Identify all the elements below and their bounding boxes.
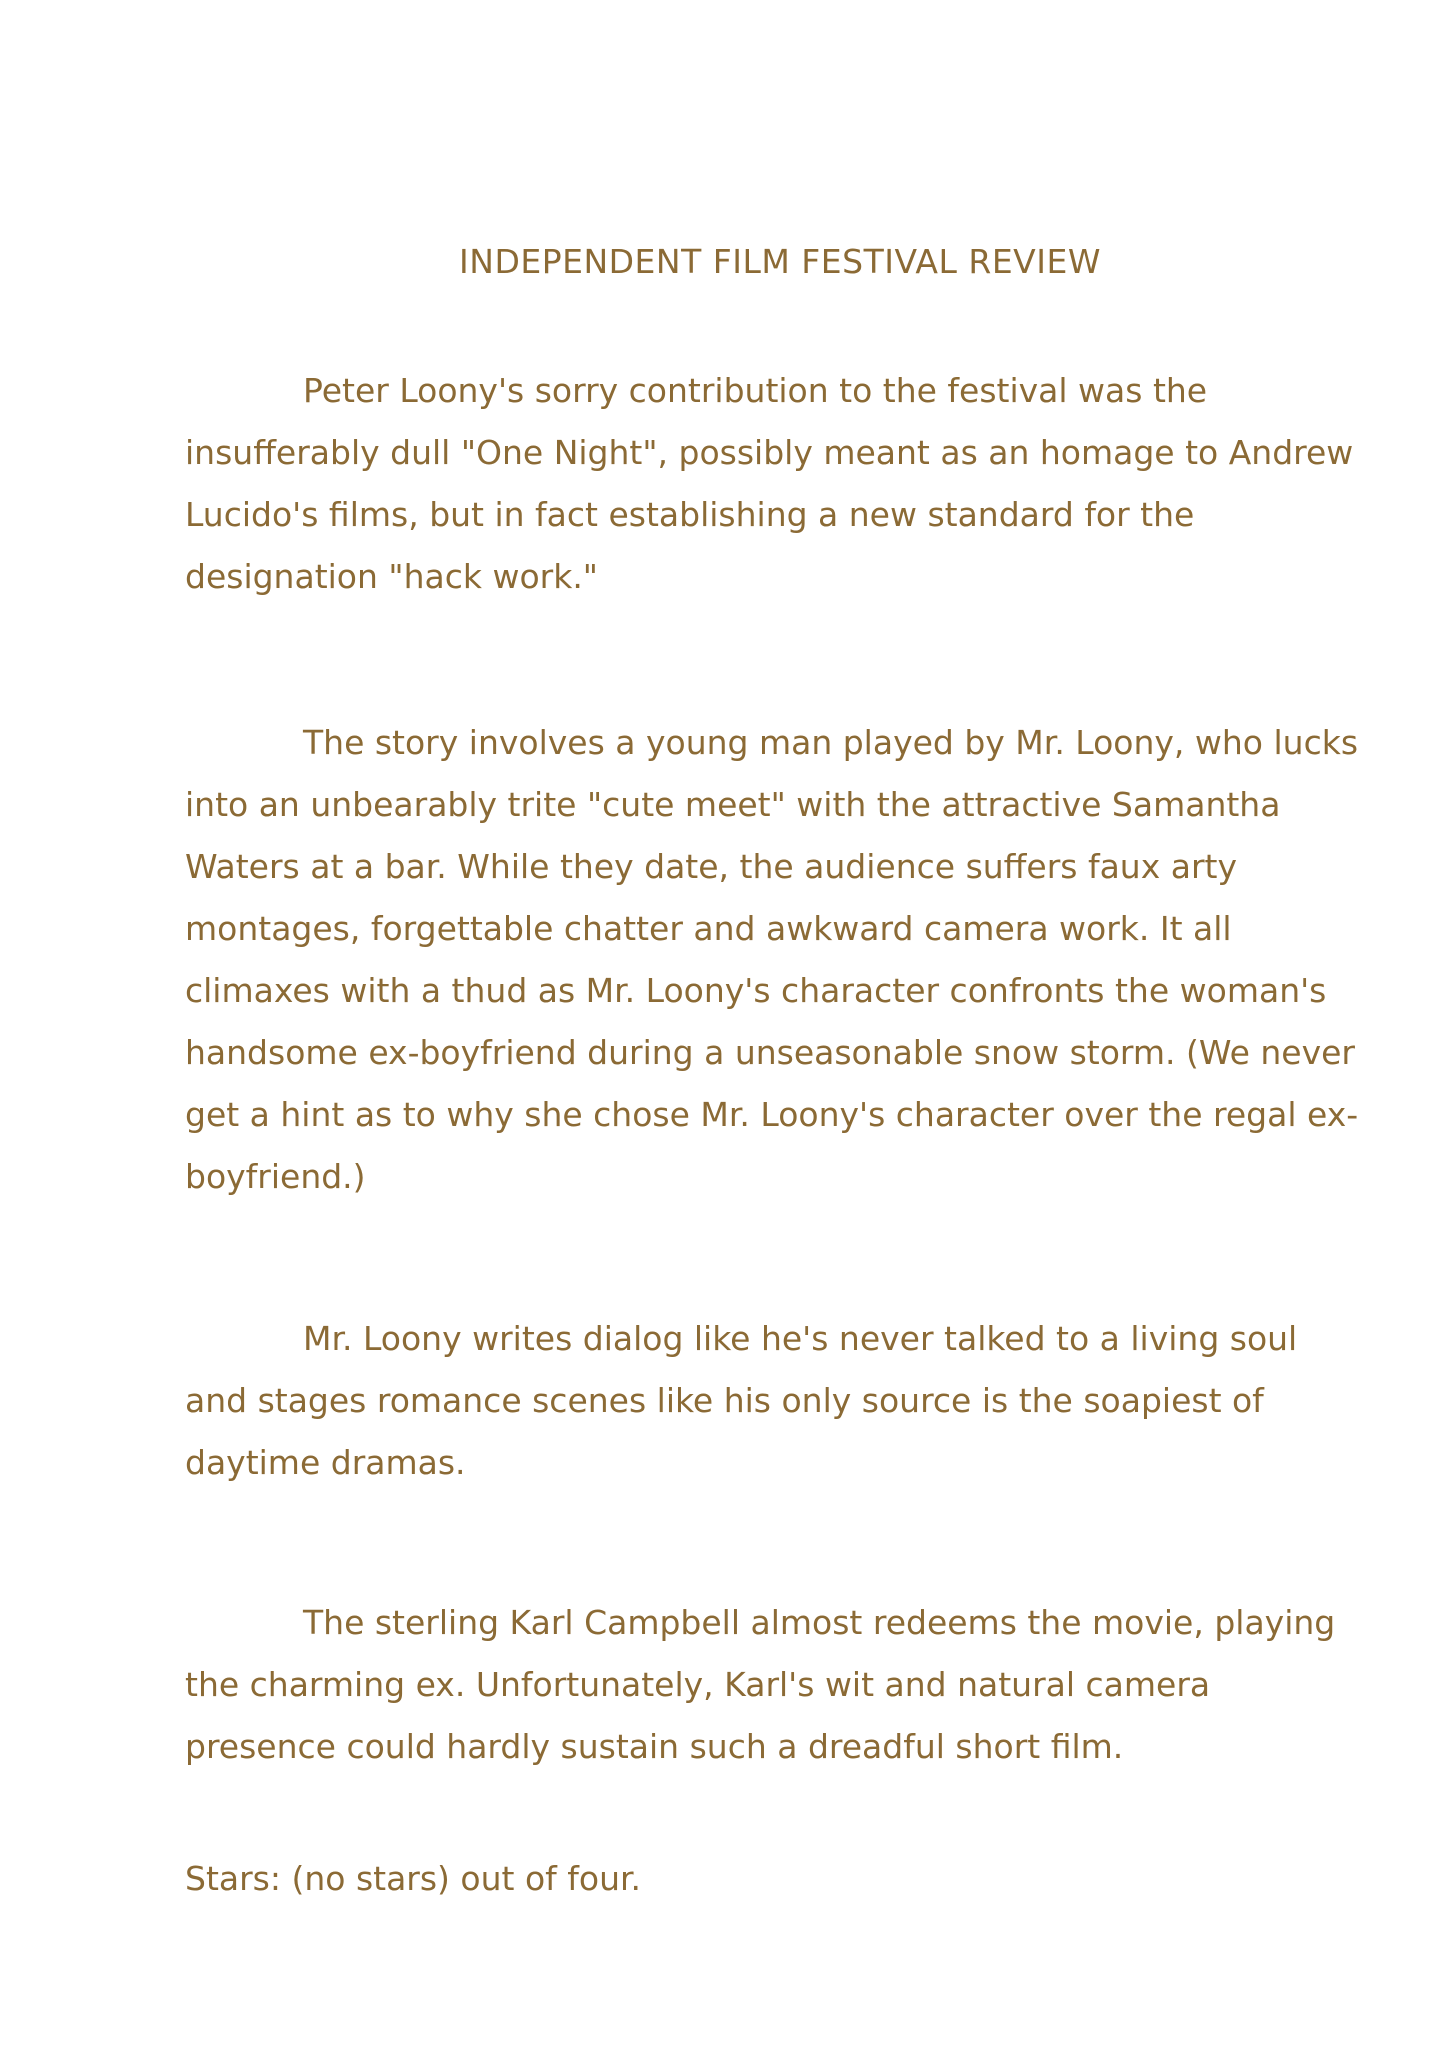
star-rating: Stars: (no stars) out of four.: [185, 1859, 642, 1898]
paragraph-story: The story involves a young man played by Mr. Loony, who lucks into an unbearably trite "cute meet" with the attractive Samantha Waters at a bar. While they date, the audience suffers faux arty montages, forgettable chatter and awkward camera work. It all climaxes with a thud as Mr. Loony's character confronts the woman's handsome ex-boyfriend during a unseasonable snow storm. (We never get a hint as to why she chose Mr. Loony's character over the regal ex-boyfriend.): [185, 723, 1359, 1196]
paragraph-cast: The sterling Karl Campbell almost redeems the movie, playing the charming ex. Unfortunately, Karl's wit and natural camera presence could hardly sustain such a dreadful short film.: [185, 1603, 1336, 1766]
paragraph-intro: Peter Loony's sorry contribution to the festival was the insufferably dull "One Night", possibly meant as an homage to Andrew Lucido's films, but in fact establishing a new standard for the designation "hack work.": [185, 371, 1354, 596]
review-title: INDEPENDENT FILM FESTIVAL REVIEW: [459, 242, 1101, 281]
review-body: [185, 360, 1360, 1910]
paragraph-dialog: Mr. Loony writes dialog like he's never talked to a living soul and stages romance scenes like his only source is the soapiest of daytime dramas.: [185, 1319, 1298, 1482]
